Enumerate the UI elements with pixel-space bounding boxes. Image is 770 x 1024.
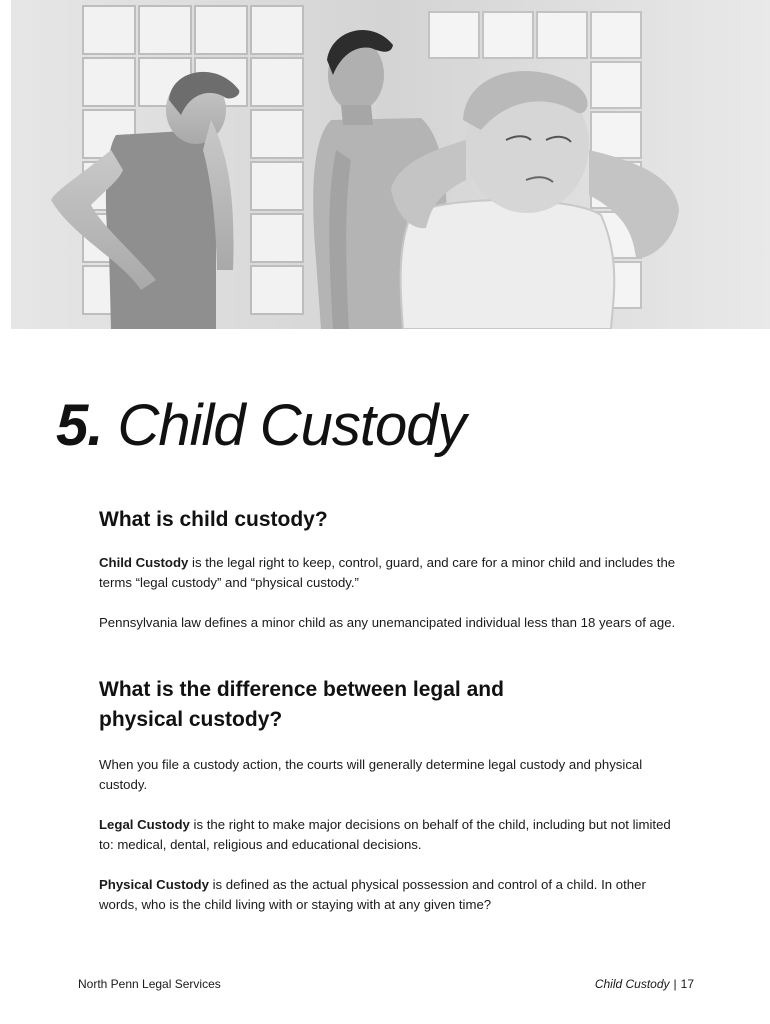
- header-photo: [11, 0, 770, 329]
- chapter-number: 5.: [56, 393, 103, 458]
- child-custody-definition-text: is the legal right to keep, control, guard, and care for a minor child and includes the terms “legal custody” and “physical custody.”: [99, 555, 676, 590]
- physical-custody-definition-text: is defined as the actual physical possession and control of a child. In other words, who is the child living with or staying with at any given time?: [99, 877, 646, 912]
- section-heading-what-is-custody: What is child custody?: [99, 508, 328, 531]
- term-child-custody: Child Custody: [99, 555, 189, 570]
- term-physical-custody: Physical Custody: [99, 877, 209, 892]
- term-legal-custody: Legal Custody: [99, 817, 190, 832]
- family-argument-illustration: [11, 0, 770, 329]
- page-number: 17: [680, 977, 694, 991]
- chapter-heading: [56, 388, 466, 464]
- paragraph-custody-action: When you file a custody action, the courts will generally determine legal custody and physical custody.: [99, 757, 643, 792]
- paragraph-child-custody-definition: [99, 553, 679, 593]
- paragraph-legal-custody: [99, 815, 679, 855]
- paragraph-minor-child-definition: Pennsylvania law defines a minor child as any unemancipated individual less than 18 years of age.: [99, 615, 676, 630]
- paragraph-physical-custody: [99, 875, 679, 915]
- footer-organization: North Penn Legal Services: [78, 977, 221, 991]
- section-heading-difference: What is the difference between legal and physical custody?: [99, 678, 504, 731]
- footer-separator: |: [673, 977, 677, 991]
- content-body: [99, 505, 679, 935]
- footer-page-info: [595, 976, 694, 992]
- legal-custody-definition-text: is the right to make major decisions on behalf of the child, including but not limited to: medical, dental, religious and educational decisions.: [99, 817, 671, 852]
- footer-section-name: Child Custody: [594, 977, 670, 991]
- chapter-title: Child Custody: [117, 393, 466, 458]
